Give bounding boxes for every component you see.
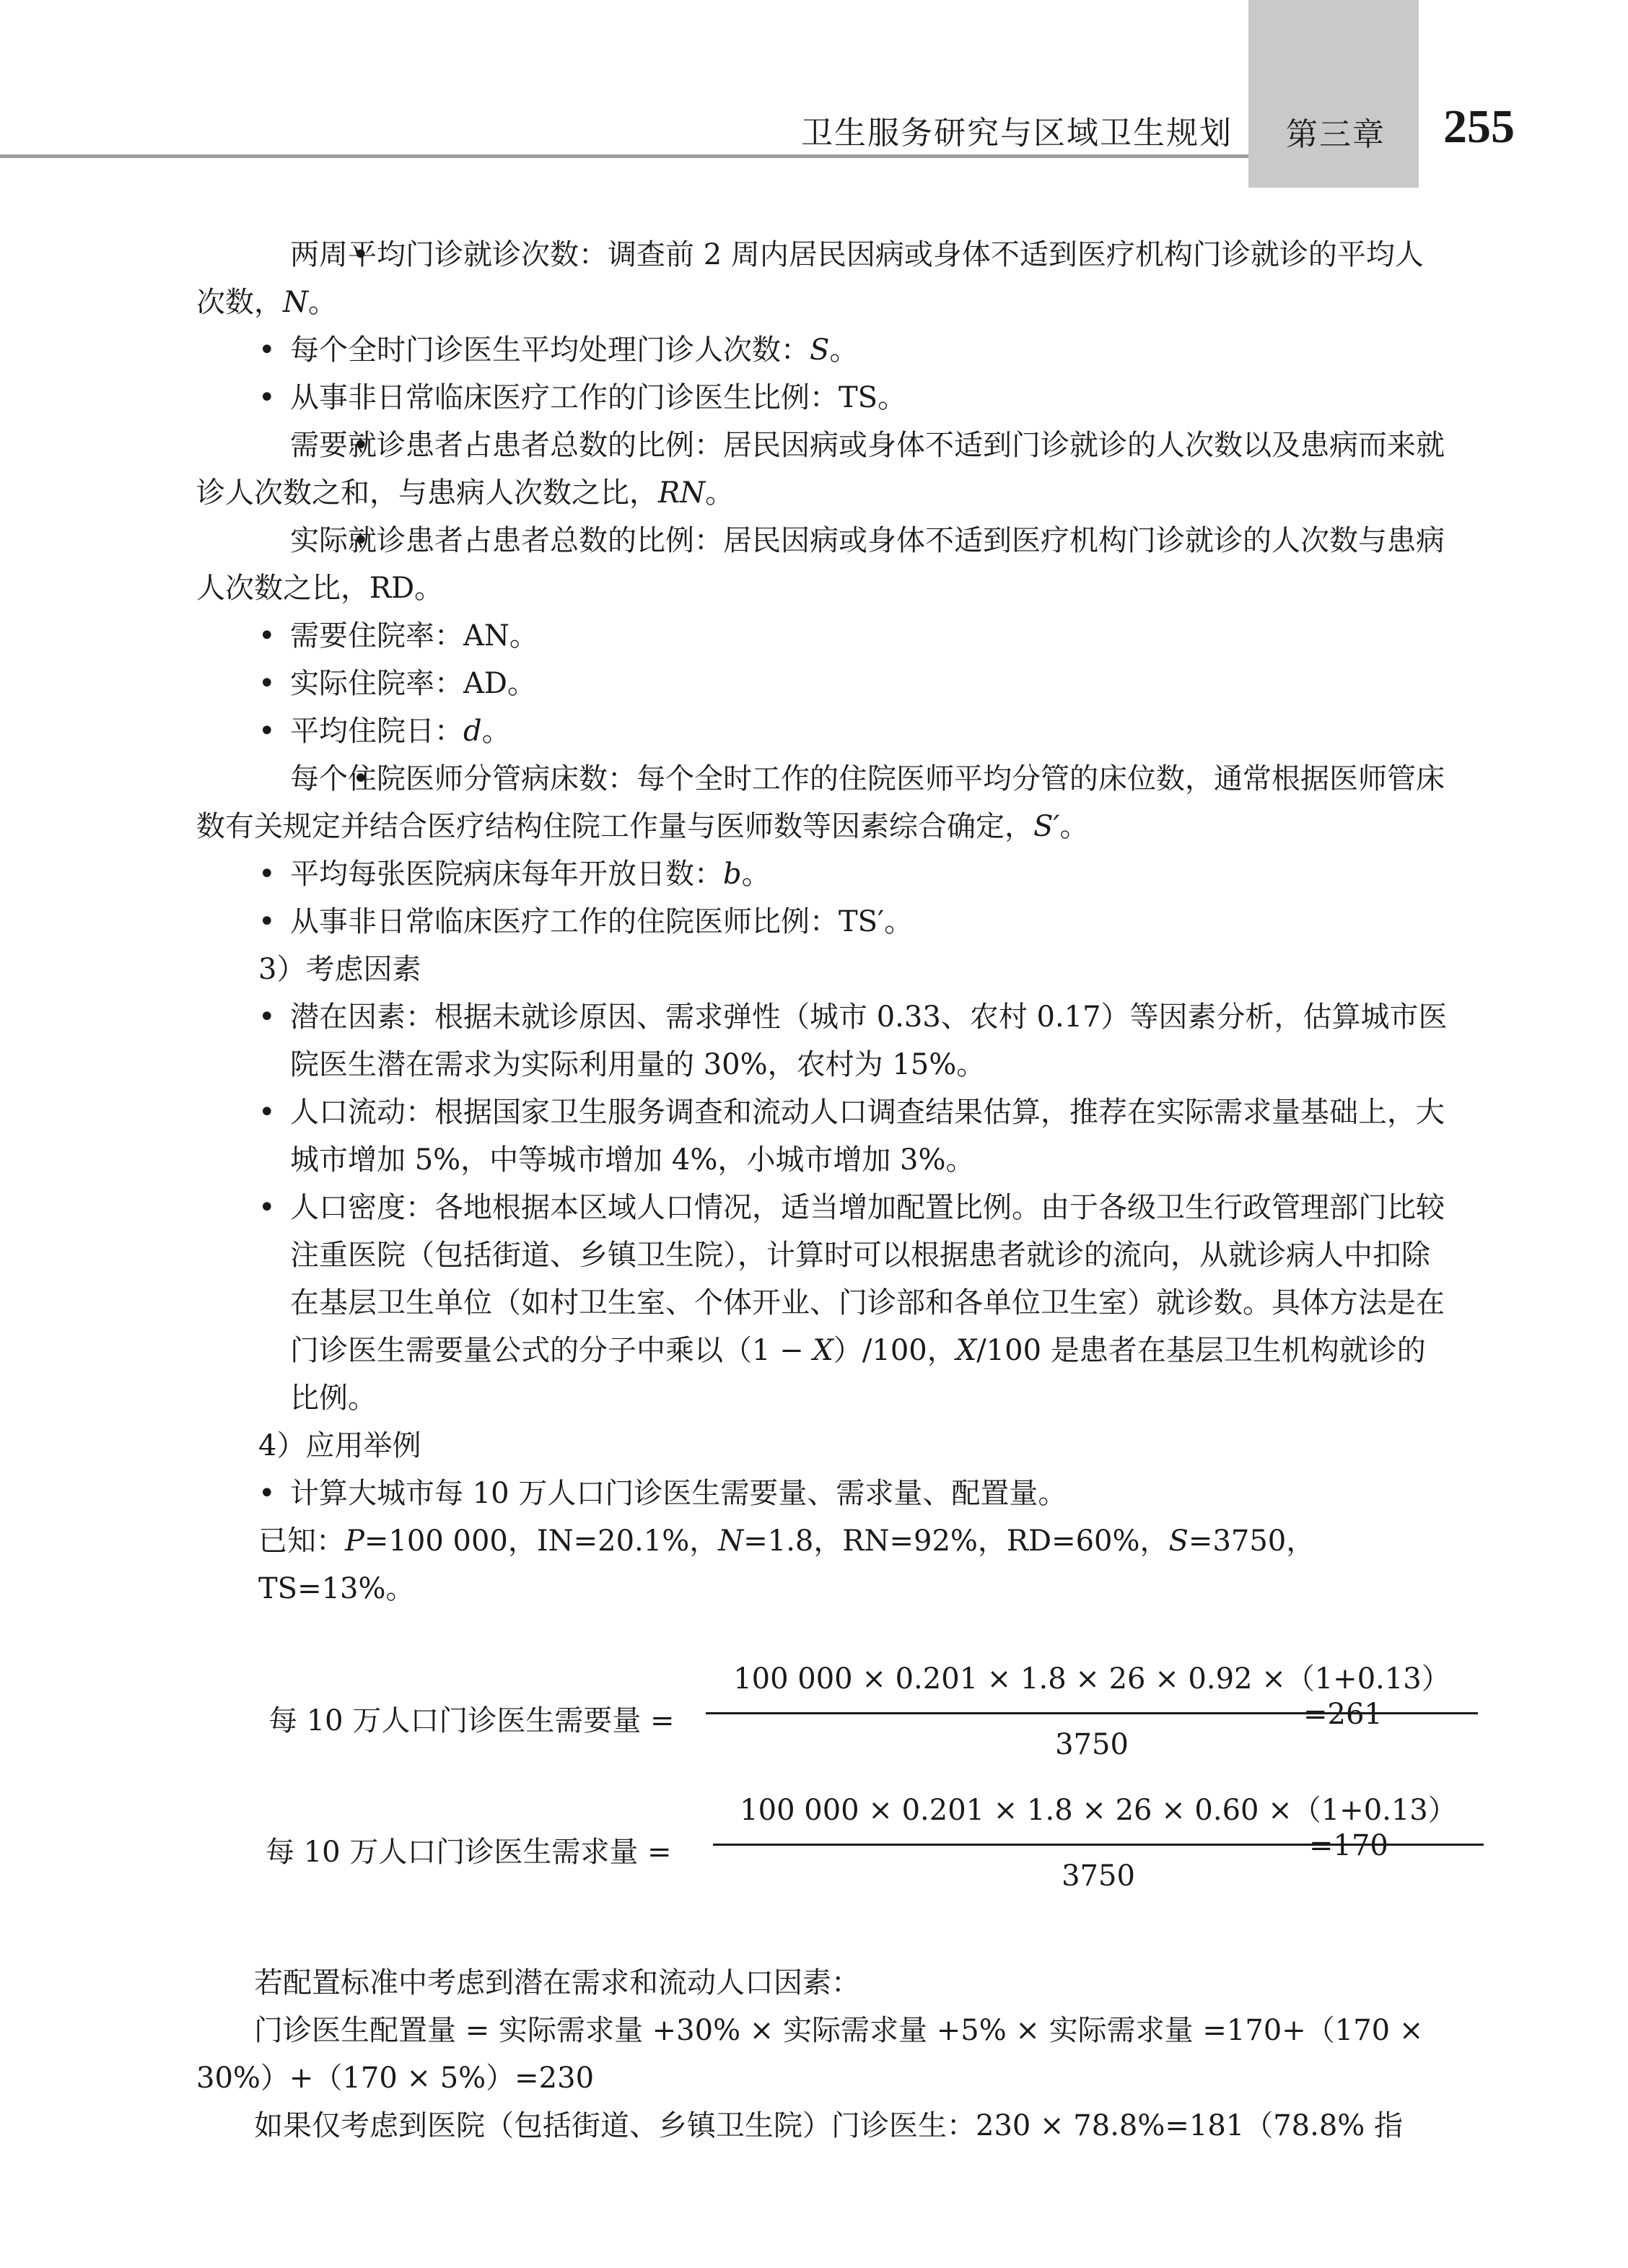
known-values: 已知：P=100 000，IN=20.1%，N=1.8，RN=92%，RD=60%，S=3750，TS=13%。	[258, 1525, 1316, 1605]
formula-need-numerator: 100 000 × 0.201 × 1.8 × 26 × 0.92 ×（1+0.13）	[733, 1662, 1450, 1696]
formula-demand-result: =170	[1309, 1829, 1388, 1862]
bullet-actual-admission: • 实际住院率：AD。	[196, 660, 1449, 707]
bullet-example-task: • 计算大城市每 10 万人口门诊医生需要量、需求量、配置量。	[196, 1470, 1449, 1517]
chapter-tab	[1248, 0, 1419, 188]
page-body	[196, 231, 1457, 2150]
paragraph-config-factors: 若配置标准中考虑到潜在需求和流动人口因素：	[254, 1966, 860, 1999]
bullet-open-days: • 平均每张医院病床每年开放日数：b。	[196, 850, 1449, 898]
header-rule	[0, 154, 1248, 158]
bullet-outpatient-visits: • 两周平均门诊就诊次数：调查前 2 周内居民因病或身体不适到医疗机构门诊就诊的平均人次数，N。	[196, 231, 1449, 326]
bullet-latent-factor: • 潜在因素：根据未就诊原因、需求弹性（城市 0.33、农村 0.17）等因素分析，估算城市医院医生潜在需求为实际利用量的 30%，农村为 15%。	[196, 993, 1449, 1089]
formula-need-denominator: 3750	[1055, 1728, 1129, 1761]
bullet-actual-ratio: • 实际就诊患者占患者总数的比例：居民因病或身体不适到医疗机构门诊就诊的人次数与患病人次数之比，RD。	[196, 517, 1449, 612]
page-number: 255	[1443, 100, 1515, 153]
bullet-avg-stay: • 平均住院日：d。	[196, 707, 1449, 755]
chapter-label: 第三章	[1286, 116, 1386, 153]
section-heading-example: 4）应用举例	[258, 1429, 421, 1462]
formula-need-result: =261	[1303, 1698, 1383, 1731]
formula-demand	[196, 1787, 1457, 1916]
bullet-migration-factor: • 人口流动：根据国家卫生服务调查和流动人口调查结果估算，推荐在实际需求量基础上，大城市增加 5%，中等城市增加 4%，小城市增加 3%。	[196, 1089, 1449, 1184]
bullet-need-admission: • 需要住院率：AN。	[196, 612, 1449, 660]
formula-demand-numerator: 100 000 × 0.201 × 1.8 × 26 × 0.60 ×（1+0.13）	[740, 1794, 1457, 1827]
paragraph-config-calc: 门诊医生配置量 = 实际需求量 +30% × 实际需求量 +5% × 实际需求量 =170+（170 × 30%）+（170 × 5%）=230	[196, 2014, 1424, 2095]
bullet-density-factor: • 人口密度：各地根据本区域人口情况，适当增加配置比例。由于各级卫生行政管理部门比较注重医院（包括街道、乡镇卫生院），计算时可以根据患者就诊的流向，从就诊病人中扣除在基层卫生单位（如村卫生室、个体开业、门诊部和各单位卫生室）就诊数。具体方法是在门诊医生需要量公式的分子中乘以（1 − X）/100，X/100 是患者在基层卫生机构就诊的比例。	[196, 1184, 1449, 1422]
bullet-doctor-workload: • 每个全时门诊医生平均处理门诊人次数：S。	[196, 326, 1449, 374]
bullet-resident-nonclinical: • 从事非日常临床医疗工作的住院医师比例：TS′。	[196, 898, 1449, 946]
bullet-beds-per-resident: • 每个住院医师分管病床数：每个全时工作的住院医师平均分管的床位数，通常根据医师管床数有关规定并结合医疗结构住院工作量与医师数等因素综合确定，S′。	[196, 755, 1449, 850]
running-title: 卫生服务研究与区域卫生规划	[801, 115, 1233, 152]
section-heading-factors: 3）考虑因素	[258, 953, 421, 986]
bullet-need-ratio: • 需要就诊患者占患者总数的比例：居民因病或身体不适到门诊就诊的人次数以及患病而来就诊人次数之和，与患病人次数之比，RN。	[196, 422, 1449, 517]
paragraph-hospital-only: 如果仅考虑到医院（包括街道、乡镇卫生院）门诊医生：230 × 78.8%=181（78.8% 指	[254, 2109, 1404, 2142]
formula-demand-denominator: 3750	[1062, 1859, 1135, 1893]
formula-demand-lhs: 每 10 万人口门诊医生需求量 =	[266, 1836, 672, 1869]
formula-need-lhs: 每 10 万人口门诊医生需要量 =	[268, 1704, 675, 1737]
formula-need	[196, 1656, 1449, 1784]
bullet-nonclinical-ratio: • 从事非日常临床医疗工作的门诊医生比例：TS。	[196, 374, 1449, 422]
